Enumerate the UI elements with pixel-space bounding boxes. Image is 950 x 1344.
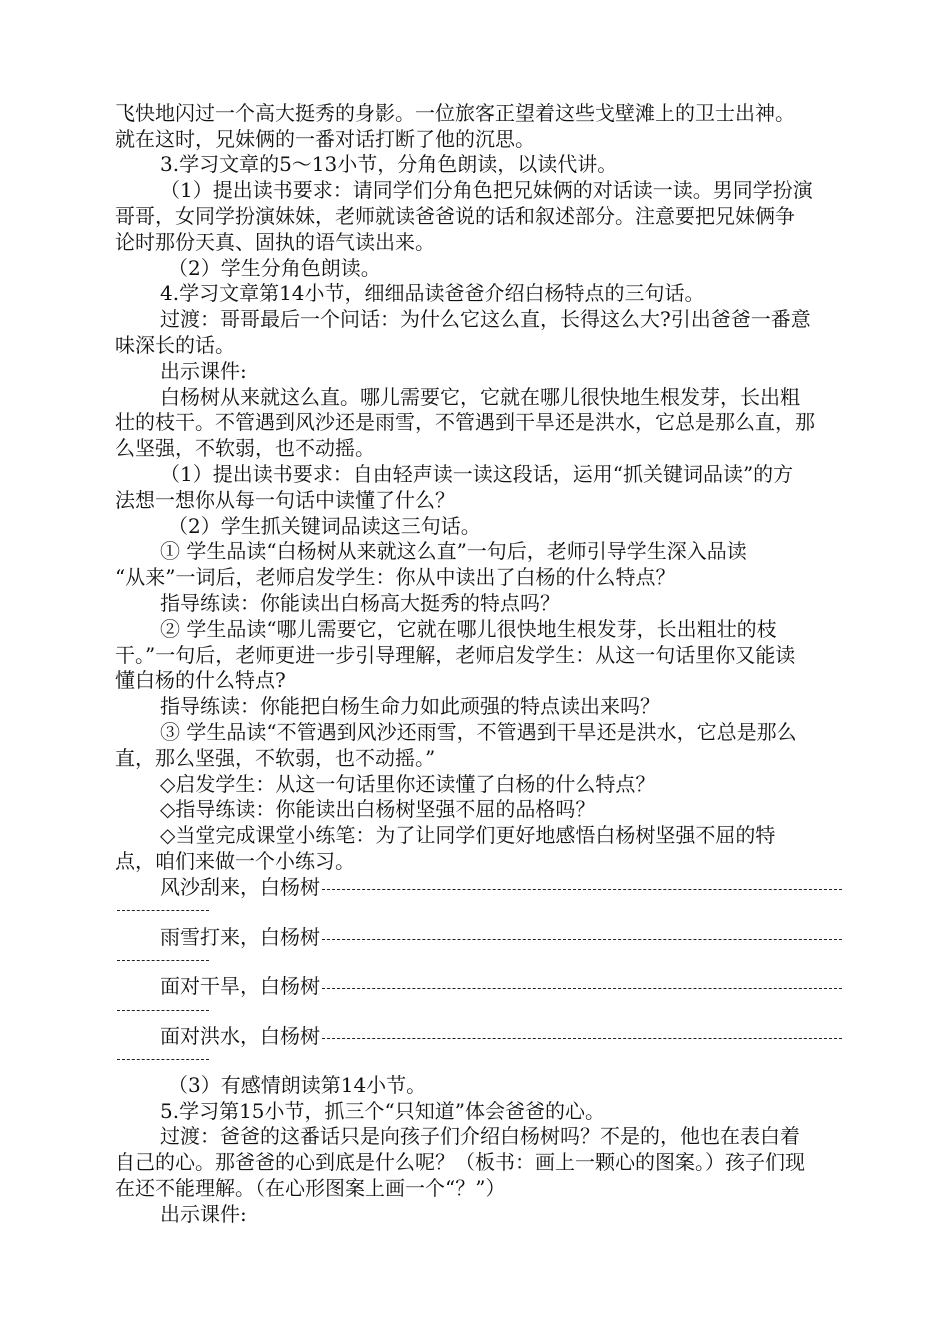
text-line: ◇指导练读：你能读出白杨树坚强不屈的品格吗？ xyxy=(160,797,596,821)
text-line: 味深长的话。 xyxy=(115,333,235,357)
exercise-blank-line xyxy=(160,924,860,950)
text-line: 白杨树从来就这么直。哪儿需要它，它就在哪儿很快地生根发芽，长出粗 xyxy=(160,385,800,409)
text-line: （2）学生分角色朗读。 xyxy=(168,256,381,280)
blank-prompt: 风沙刮来，白杨树 xyxy=(160,875,320,899)
exercise-blank-line xyxy=(160,874,860,900)
text-line: 法想一想你从每一句话中读懂了什么？ xyxy=(115,488,455,512)
text-line: ◇启发学生：从这一句话里你还读懂了白杨的什么特点？ xyxy=(160,772,656,796)
text-line: （2）学生抓关键词品读这三句话。 xyxy=(168,514,481,538)
text-line: 么坚强，不软弱，也不动摇。 xyxy=(115,436,375,460)
text-line: 5.学习第15小节，抓三个“只知道”体会爸爸的心。 xyxy=(160,1099,605,1123)
answer-blank[interactable] xyxy=(322,1038,842,1039)
blank-prompt: 面对干旱，白杨树 xyxy=(160,974,320,998)
text-line: 点，咱们来做一个小练习。 xyxy=(115,849,355,873)
text-line: 出示课件: xyxy=(160,1202,247,1226)
answer-blank[interactable] xyxy=(322,889,842,890)
text-line: 3.学习文章的5～13小节，分角色朗读，以读代讲。 xyxy=(160,152,618,176)
text-line: 指导练读：你能把白杨生命力如此顽强的特点读出来吗？ xyxy=(160,694,660,718)
text-line: ◇当堂完成课堂小练笔：为了让同学们更好地感悟白杨树坚强不屈的特 xyxy=(160,823,776,847)
text-line: 过渡：爸爸的这番话只是向孩子们介绍白杨树吗？不是的，他也在表白着 xyxy=(160,1124,800,1148)
text-line: 4.学习文章第14小节，细细品读爸爸介绍白杨特点的三句话。 xyxy=(160,281,705,305)
text-line: 懂白杨的什么特点? xyxy=(115,668,286,692)
text-line: 出示课件: xyxy=(160,359,247,383)
text-line: 飞快地闪过一个高大挺秀的身影。一位旅客正望着这些戈壁滩上的卫士出神。 xyxy=(115,101,795,125)
answer-blank-continuation xyxy=(117,1010,209,1011)
text-line: 自己的心。那爸爸的心到底是什么呢？（板书：画上一颗心的图案。）孩子们现 xyxy=(115,1150,805,1174)
text-line: 在还不能理解。（在心形图案上画一个“？”） xyxy=(115,1176,506,1200)
text-line: 直，那么坚强，不软弱，也不动摇。” xyxy=(115,746,436,770)
text-line: （1）提出读书要求：请同学们分角色把兄妹俩的对话读一读。男同学扮演 xyxy=(160,178,813,202)
exercise-blank-line xyxy=(160,973,860,999)
text-line: 论时那份天真、固执的语气读出来。 xyxy=(115,230,435,254)
blank-prompt: 雨雪打来，白杨树 xyxy=(160,925,320,949)
answer-blank-continuation xyxy=(117,1059,209,1060)
text-line: （1）提出读书要求：自由轻声读一读这段话，运用“抓关键词品读”的方 xyxy=(160,462,794,486)
blank-prompt: 面对洪水，白杨树 xyxy=(160,1024,320,1048)
text-line: 过渡：哥哥最后一个问话：为什么它这么直，长得这么大?引出爸爸一番意 xyxy=(160,307,811,331)
text-line: ③ 学生品读“不管遇到风沙还雨雪，不管遇到干旱还是洪水，它总是那么 xyxy=(160,720,797,744)
answer-blank-continuation xyxy=(117,910,209,911)
text-line: 指导练读：你能读出白杨高大挺秀的特点吗？ xyxy=(160,591,560,615)
answer-blank[interactable] xyxy=(322,939,842,940)
text-line: （3）有感情朗读第14小节。 xyxy=(168,1073,427,1097)
answer-blank[interactable] xyxy=(322,988,842,989)
answer-blank-continuation xyxy=(117,960,209,961)
text-line: 就在这时，兄妹俩的一番对话打断了他的沉思。 xyxy=(115,127,535,151)
text-line: 壮的枝干。不管遇到风沙还是雨雪，不管遇到干旱还是洪水，它总是那么直，那 xyxy=(115,410,815,434)
text-line: “从来”一词后，老师启发学生：你从中读出了白杨的什么特点？ xyxy=(115,565,676,589)
text-line: ② 学生品读“哪儿需要它，它就在哪儿很快地生根发芽，长出粗壮的枝 xyxy=(160,617,777,641)
text-line: ① 学生品读“白杨树从来就这么直”一句后，老师引导学生深入品读 xyxy=(160,539,747,563)
exercise-blank-line xyxy=(160,1023,860,1049)
text-line: 哥哥，女同学扮演妹妹，老师就读爸爸说的话和叙述部分。注意要把兄妹俩争 xyxy=(115,204,795,228)
text-line: 干。”一句后，老师更进一步引导理解，老师启发学生：从这一句话里你又能读 xyxy=(115,643,796,667)
